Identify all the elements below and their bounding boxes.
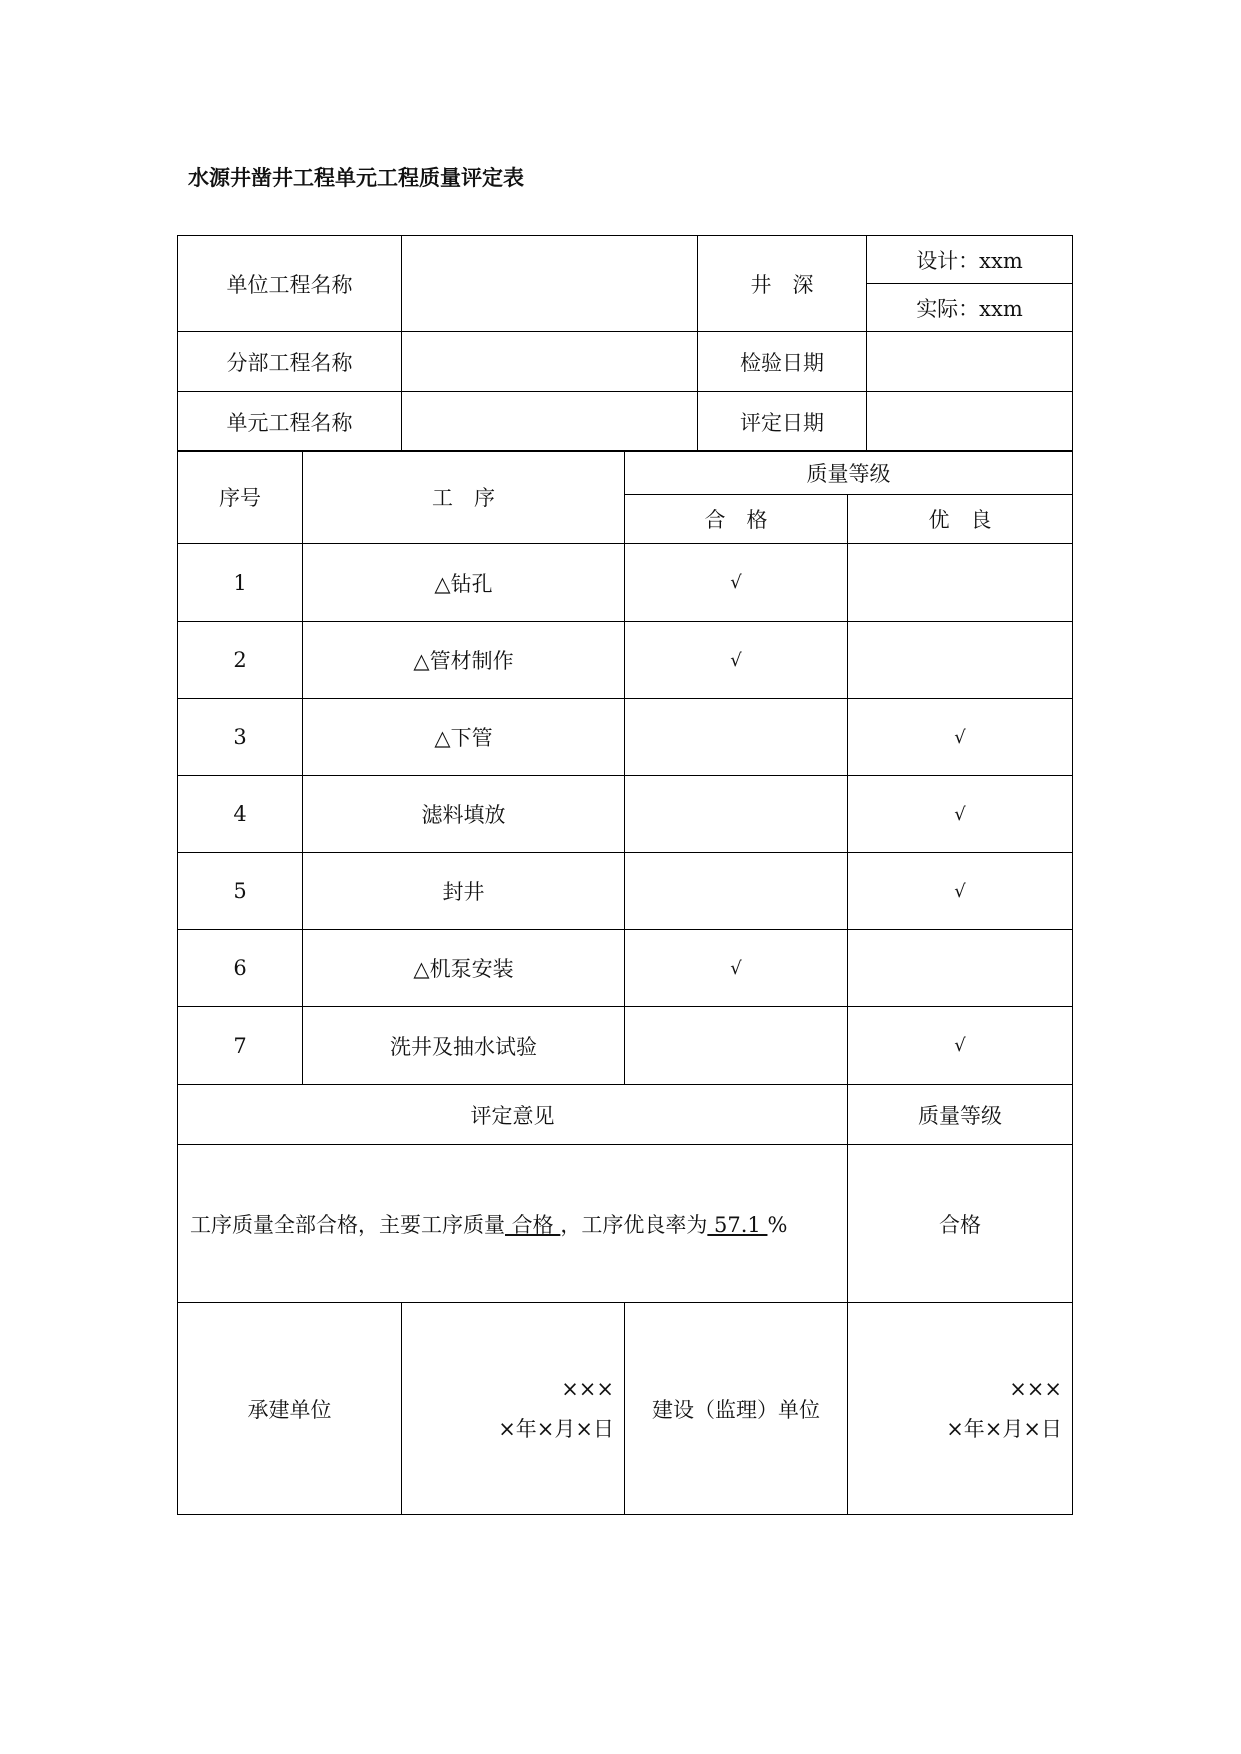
excellent-rate-value: 57.1 <box>707 1212 768 1237</box>
unit-project-label: 单位工程名称 <box>178 236 402 332</box>
table-row <box>178 853 1073 930</box>
row-excellent-mark <box>848 622 1073 699</box>
row-process: 封井 <box>303 853 625 930</box>
row-process: 洗井及抽水试验 <box>303 1007 625 1085</box>
evaluation-date-value <box>867 392 1073 452</box>
row-process: △机泵安装 <box>303 930 625 1007</box>
table-row <box>178 776 1073 853</box>
row-process: △钻孔 <box>303 544 625 622</box>
row-excellent-mark: √ <box>848 853 1073 930</box>
column-seq: 序号 <box>178 451 303 544</box>
percent-sign: % <box>767 1212 788 1237</box>
row-qualified-mark: √ <box>625 930 848 1007</box>
sub-project-label: 分部工程名称 <box>178 332 402 392</box>
element-project-label: 单元工程名称 <box>178 392 402 452</box>
opinion-label: 评定意见 <box>178 1085 848 1145</box>
row-seq: 6 <box>178 930 303 1007</box>
row-excellent-mark <box>848 544 1073 622</box>
column-process: 工 序 <box>303 451 625 544</box>
contractor-date: ×年×月×日 <box>498 1416 614 1441</box>
row-seq: 5 <box>178 853 303 930</box>
row-qualified-mark <box>625 1007 848 1085</box>
contractor-signature <box>402 1303 625 1515</box>
row-qualified-mark: √ <box>625 544 848 622</box>
owner-signature <box>848 1303 1073 1515</box>
row-excellent-mark: √ <box>848 776 1073 853</box>
owner-date: ×年×月×日 <box>946 1416 1062 1441</box>
contractor-name: ××× <box>561 1376 614 1401</box>
row-qualified-mark <box>625 699 848 776</box>
sub-project-value <box>402 332 698 392</box>
opinion-text-part2: ，工序优良率为 <box>560 1212 708 1237</box>
row-seq: 4 <box>178 776 303 853</box>
row-excellent-mark: √ <box>848 1007 1073 1085</box>
row-excellent-mark: √ <box>848 699 1073 776</box>
row-qualified-mark <box>625 776 848 853</box>
table-row <box>178 544 1073 622</box>
column-quality-grade: 质量等级 <box>625 451 1073 495</box>
column-qualified: 合 格 <box>625 495 848 544</box>
process-table <box>177 450 1073 1515</box>
owner-name: ××× <box>1009 1376 1062 1401</box>
contractor-label: 承建单位 <box>178 1303 402 1515</box>
inspection-date-label: 检验日期 <box>698 332 867 392</box>
row-qualified-mark: √ <box>625 622 848 699</box>
page-title: 水源井凿井工程单元工程质量评定表 <box>188 166 524 190</box>
column-excellent: 优 良 <box>848 495 1073 544</box>
table-row <box>178 622 1073 699</box>
design-depth: 设计：xxm <box>867 236 1073 284</box>
evaluation-date-label: 评定日期 <box>698 392 867 452</box>
element-project-value <box>402 392 698 452</box>
row-seq: 3 <box>178 699 303 776</box>
row-process: 滤料填放 <box>303 776 625 853</box>
owner-label: 建设（监理）单位 <box>625 1303 848 1515</box>
row-seq: 2 <box>178 622 303 699</box>
inspection-date-value <box>867 332 1073 392</box>
row-process: △下管 <box>303 699 625 776</box>
unit-project-value <box>402 236 698 332</box>
opinion-text <box>178 1145 848 1303</box>
grade-value: 合格 <box>848 1145 1073 1303</box>
actual-depth: 实际：xxm <box>867 284 1073 332</box>
header-table <box>177 235 1073 452</box>
row-seq: 7 <box>178 1007 303 1085</box>
row-seq: 1 <box>178 544 303 622</box>
table-row <box>178 930 1073 1007</box>
table-row <box>178 699 1073 776</box>
row-qualified-mark <box>625 853 848 930</box>
main-quality-value: 合格 <box>505 1212 561 1237</box>
well-depth-label: 井 深 <box>698 236 867 332</box>
grade-label: 质量等级 <box>848 1085 1073 1145</box>
row-excellent-mark <box>848 930 1073 1007</box>
row-process: △管材制作 <box>303 622 625 699</box>
opinion-text-part1: 工序质量全部合格，主要工序质量 <box>190 1212 505 1237</box>
table-row <box>178 1007 1073 1085</box>
